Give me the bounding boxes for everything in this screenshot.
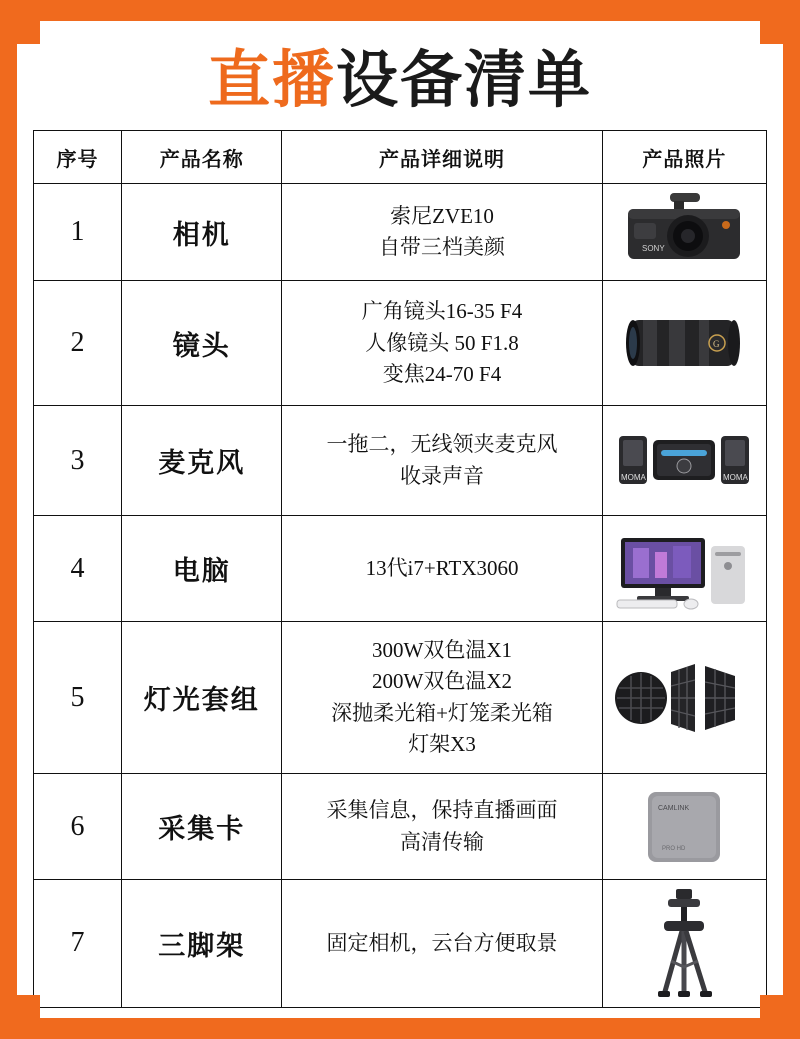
table-row: [34, 516, 767, 622]
row-product-name: 采集卡: [122, 774, 282, 880]
corner-accent-top-right: [760, 18, 786, 44]
title-highlight: 直播: [207, 43, 336, 116]
desc-line: 索尼ZVE10: [390, 203, 494, 228]
header-description: 产品详细说明: [282, 131, 602, 184]
desc-line: 300W双色温X1: [372, 637, 513, 662]
desc-line: 广角镜头16-35 F4: [361, 299, 523, 324]
row-photo: [602, 621, 766, 773]
row-photo: [602, 184, 766, 281]
row-product-name: 镜头: [122, 281, 282, 406]
row-index: 6: [34, 774, 122, 880]
desc-line: 收录声音: [400, 463, 485, 488]
row-index: 1: [34, 184, 122, 281]
desc-line: 深抛柔光箱+灯笼柔光箱: [331, 700, 553, 725]
table-row: [34, 879, 767, 1007]
svg-text:CAMLINK: CAMLINK: [658, 804, 690, 812]
desc-line: 高清传输: [400, 829, 485, 854]
row-description: [282, 516, 602, 622]
desc-line: 人像镜头 50 F1.8: [365, 330, 519, 355]
page-title: [33, 43, 767, 116]
capture-card-icon: [606, 786, 763, 868]
corner-accent-bottom-left: [14, 995, 40, 1021]
desktop-computer-icon: [606, 526, 763, 612]
poster-frame: [14, 18, 786, 1021]
row-product-name: 三脚架: [122, 879, 282, 1007]
row-description: [282, 406, 602, 516]
svg-text:G: G: [713, 339, 720, 350]
desc-line: 自带三档美颜: [379, 235, 506, 260]
table-row: [34, 774, 767, 880]
row-photo: [602, 774, 766, 880]
row-index: 7: [34, 879, 122, 1007]
desc-line: 13代i7+RTX3060: [365, 555, 519, 580]
row-description: [282, 774, 602, 880]
equipment-table: [33, 130, 767, 1008]
row-product-name: 电脑: [122, 516, 282, 622]
desc-line: 采集信息，保持直播画面: [326, 798, 558, 823]
tripod-icon: [606, 887, 763, 999]
row-description: [282, 621, 602, 773]
row-index: 3: [34, 406, 122, 516]
svg-text:SONY: SONY: [642, 244, 666, 254]
desc-line: 固定相机，云台方便取景: [326, 930, 558, 955]
table-header-row: [34, 131, 767, 184]
row-index: 4: [34, 516, 122, 622]
svg-text:MOMA: MOMA: [723, 472, 749, 482]
wireless-microphone-icon: [606, 420, 763, 502]
lens-icon: [606, 300, 763, 386]
svg-text:PRO HD: PRO HD: [662, 845, 686, 852]
row-photo: [602, 281, 766, 406]
row-product-name: 相机: [122, 184, 282, 281]
title-rest: 设备清单: [336, 43, 593, 116]
table-row: [34, 281, 767, 406]
corner-accent-bottom-right: [760, 995, 786, 1021]
corner-accent-top-left: [14, 18, 40, 44]
desc-line: 200W双色温X2: [372, 669, 513, 694]
row-description: [282, 281, 602, 406]
desc-line: 变焦24-70 F4: [382, 362, 502, 387]
desc-line: 一拖二，无线领夹麦克风: [326, 432, 558, 457]
row-photo: [602, 406, 766, 516]
row-photo: [602, 516, 766, 622]
header-photo: 产品照片: [602, 131, 766, 184]
desc-line: 灯架X3: [408, 732, 476, 757]
table-row: [34, 406, 767, 516]
row-index: 5: [34, 621, 122, 773]
row-product-name: 麦克风: [122, 406, 282, 516]
row-product-name: 灯光套组: [122, 621, 282, 773]
svg-text:MOMA: MOMA: [621, 472, 647, 482]
header-index: 序号: [34, 131, 122, 184]
table-row: [34, 184, 767, 281]
table-row: [34, 621, 767, 773]
header-name: 产品名称: [122, 131, 282, 184]
row-description: [282, 184, 602, 281]
softbox-light-icon: [606, 650, 763, 746]
camera-icon: [606, 191, 763, 273]
row-index: 2: [34, 281, 122, 406]
row-photo: [602, 879, 766, 1007]
row-description: [282, 879, 602, 1007]
